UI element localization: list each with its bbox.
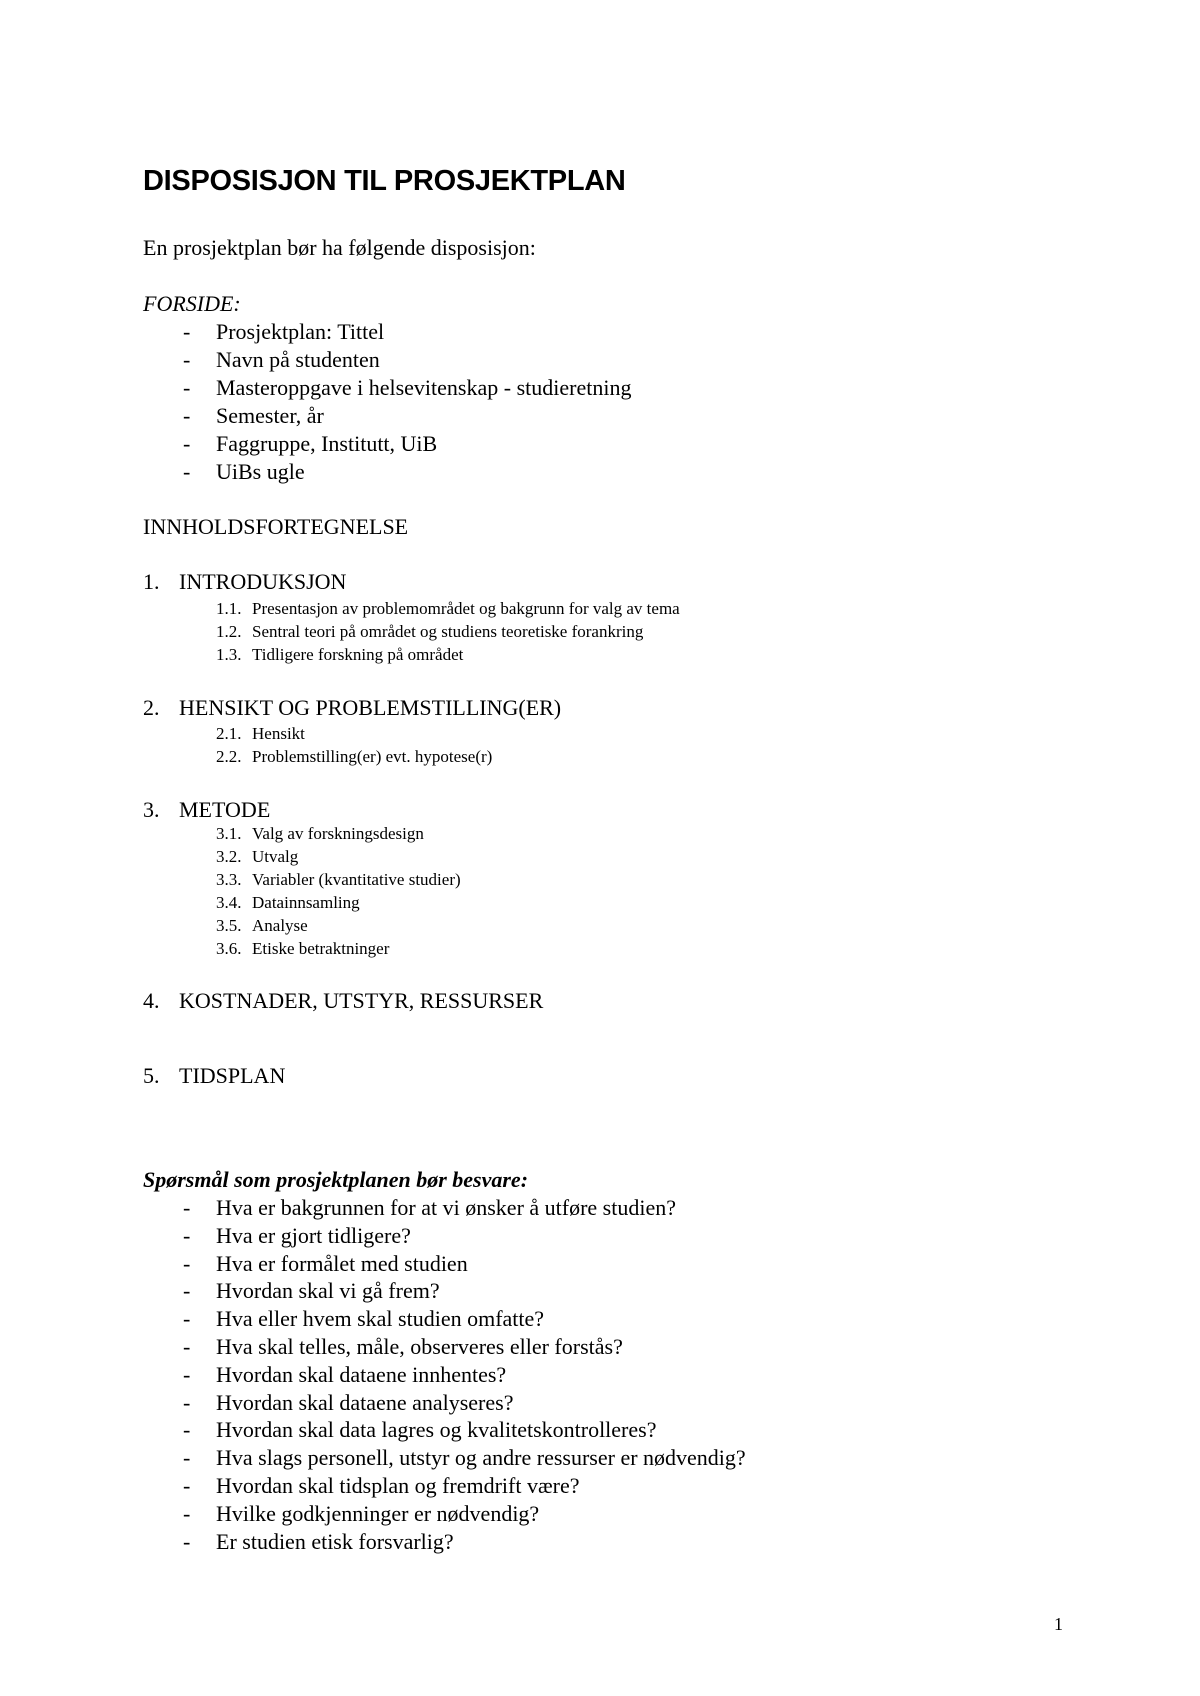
subsection-item [216, 845, 461, 868]
dash-bullet: - [183, 1472, 191, 1498]
subsection-title: Analyse [252, 916, 308, 935]
subsection-item [216, 914, 461, 937]
list-item-text: Er studien etisk forsvarlig? [216, 1528, 454, 1554]
list-item [180, 1416, 746, 1444]
subsection-number: 1.1. [216, 599, 242, 618]
list-item-text: Hva skal telles, måle, observeres eller forstås? [216, 1333, 623, 1359]
subsection-item [216, 868, 461, 891]
list-item [180, 402, 631, 430]
list-item-text: Hva slags personell, utstyr og andre ressurser er nødvendig? [216, 1445, 746, 1471]
list-item [180, 1250, 746, 1278]
page-number: 1 [1054, 1614, 1063, 1634]
section-title: TIDSPLAN [179, 1063, 286, 1088]
subsection-number: 2.2. [216, 747, 242, 766]
section-number: 2. [143, 695, 160, 720]
subsection-title: Tidligere forskning på området [252, 645, 464, 664]
dash-bullet: - [183, 1333, 191, 1359]
list-item-text: Hvordan skal data lagres og kvalitetskontrolleres? [216, 1417, 657, 1443]
list-item [180, 1277, 746, 1305]
subsection-number: 1.3. [216, 645, 242, 664]
section-title: METODE [179, 797, 271, 822]
subsection-item [216, 891, 461, 914]
list-item [180, 1194, 746, 1222]
intro-text: En prosjektplan bør ha følgende disposisjon: [143, 235, 536, 260]
subsection-list [216, 597, 680, 666]
dash-bullet: - [183, 319, 191, 344]
list-item-text: Hva er bakgrunnen for at vi ønsker å utføre studien? [216, 1195, 677, 1220]
list-item-text: Hvordan skal vi gå frem? [216, 1278, 440, 1304]
list-item-text: Masteroppgave i helsevitenskap - studieretning [216, 375, 632, 400]
toc-heading: INNHOLDSFORTEGNELSE [143, 514, 409, 539]
subsection-number: 2.1. [216, 724, 242, 743]
subsection-number: 3.1. [216, 824, 242, 843]
subsection-item [216, 937, 461, 960]
section-heading [143, 568, 346, 596]
list-item-text: Hvordan skal dataene innhentes? [216, 1361, 507, 1387]
subsection-item [216, 643, 680, 666]
list-item-text: Semester, år [216, 403, 324, 428]
subsection-title: Problemstilling(er) evt. hypotese(r) [252, 747, 493, 766]
section-heading [143, 694, 561, 722]
list-item-text: Hvilke godkjenninger er nødvendig? [216, 1500, 540, 1526]
dash-bullet: - [183, 1222, 191, 1248]
list-item-text: Hva eller hvem skal studien omfatte? [216, 1306, 545, 1332]
section-number: 4. [143, 988, 160, 1013]
section-number: 5. [143, 1063, 160, 1088]
dash-bullet: - [183, 459, 191, 484]
list-item-text: Navn på studenten [216, 347, 380, 372]
list-item-text: Hvordan skal tidsplan og fremdrift være? [216, 1472, 580, 1498]
section-number: 1. [143, 569, 160, 594]
list-item [180, 1333, 746, 1361]
dash-bullet: - [183, 431, 191, 456]
subsection-title: Sentral teori på området og studiens teoretiske forankring [252, 622, 644, 641]
list-item-text: Prosjektplan: Tittel [216, 319, 385, 344]
dash-bullet: - [183, 1445, 191, 1471]
list-item-text: Hvordan skal dataene analyseres? [216, 1389, 514, 1415]
subsection-number: 3.6. [216, 939, 242, 958]
subsection-item [216, 722, 492, 745]
list-item-text: Hva er formålet med studien [216, 1250, 468, 1276]
list-item-text: Faggruppe, Institutt, UiB [216, 431, 438, 456]
forside-label: FORSIDE: [143, 291, 241, 316]
section-heading [143, 1062, 285, 1090]
list-item [180, 1528, 746, 1556]
section-number: 3. [143, 797, 160, 822]
section-title: KOSTNADER, UTSTYR, RESSURSER [179, 988, 544, 1013]
list-item [180, 1361, 746, 1389]
subsection-item [216, 620, 680, 643]
section-title: HENSIKT OG PROBLEMSTILLING(ER) [179, 695, 562, 720]
dash-bullet: - [183, 1250, 191, 1276]
subsection-number: 3.5. [216, 916, 242, 935]
list-item [180, 430, 631, 458]
subsection-title: Datainnsamling [252, 893, 360, 912]
subsection-list [216, 722, 492, 768]
subsection-number: 3.4. [216, 893, 242, 912]
subsection-title: Utvalg [252, 847, 299, 866]
subsection-item [216, 597, 680, 620]
subsection-title: Hensikt [252, 724, 305, 743]
subsection-item [216, 745, 492, 768]
subsection-item [216, 822, 461, 845]
list-item [180, 1500, 746, 1528]
list-item [180, 1444, 746, 1472]
dash-bullet: - [183, 375, 191, 400]
subsection-list [216, 822, 461, 960]
list-item-text: Hva er gjort tidligere? [216, 1222, 411, 1248]
subsection-title: Valg av forskningsdesign [252, 824, 424, 843]
document-title: DISPOSISJON TIL PROSJEKTPLAN [143, 165, 626, 197]
dash-bullet: - [183, 403, 191, 428]
dash-bullet: - [183, 1306, 191, 1332]
list-item [180, 458, 631, 486]
subsection-number: 3.2. [216, 847, 242, 866]
list-item [180, 1472, 746, 1500]
list-item [180, 1389, 746, 1417]
dash-bullet: - [183, 1500, 191, 1526]
dash-bullet: - [183, 1278, 191, 1304]
section-heading [143, 987, 543, 1015]
list-item [180, 374, 631, 402]
list-item-text: UiBs ugle [216, 459, 305, 484]
section-title: INTRODUKSJON [179, 569, 347, 594]
dash-bullet: - [183, 1528, 191, 1554]
forside-list [180, 318, 631, 486]
dash-bullet: - [183, 1195, 191, 1220]
section-heading [143, 796, 270, 824]
questions-heading: Spørsmål som prosjektplanen bør besvare: [143, 1167, 529, 1192]
list-item [180, 1222, 746, 1250]
subsection-title: Presentasjon av problemområdet og bakgrunn for valg av tema [252, 599, 680, 618]
list-item [180, 1305, 746, 1333]
dash-bullet: - [183, 347, 191, 372]
subsection-number: 1.2. [216, 622, 242, 641]
dash-bullet: - [183, 1361, 191, 1387]
subsection-title: Variabler (kvantitative studier) [252, 870, 461, 889]
list-item [180, 318, 631, 346]
subsection-number: 3.3. [216, 870, 242, 889]
list-item [180, 346, 631, 374]
questions-list [180, 1194, 746, 1555]
dash-bullet: - [183, 1417, 191, 1443]
dash-bullet: - [183, 1389, 191, 1415]
subsection-title: Etiske betraktninger [252, 939, 390, 958]
